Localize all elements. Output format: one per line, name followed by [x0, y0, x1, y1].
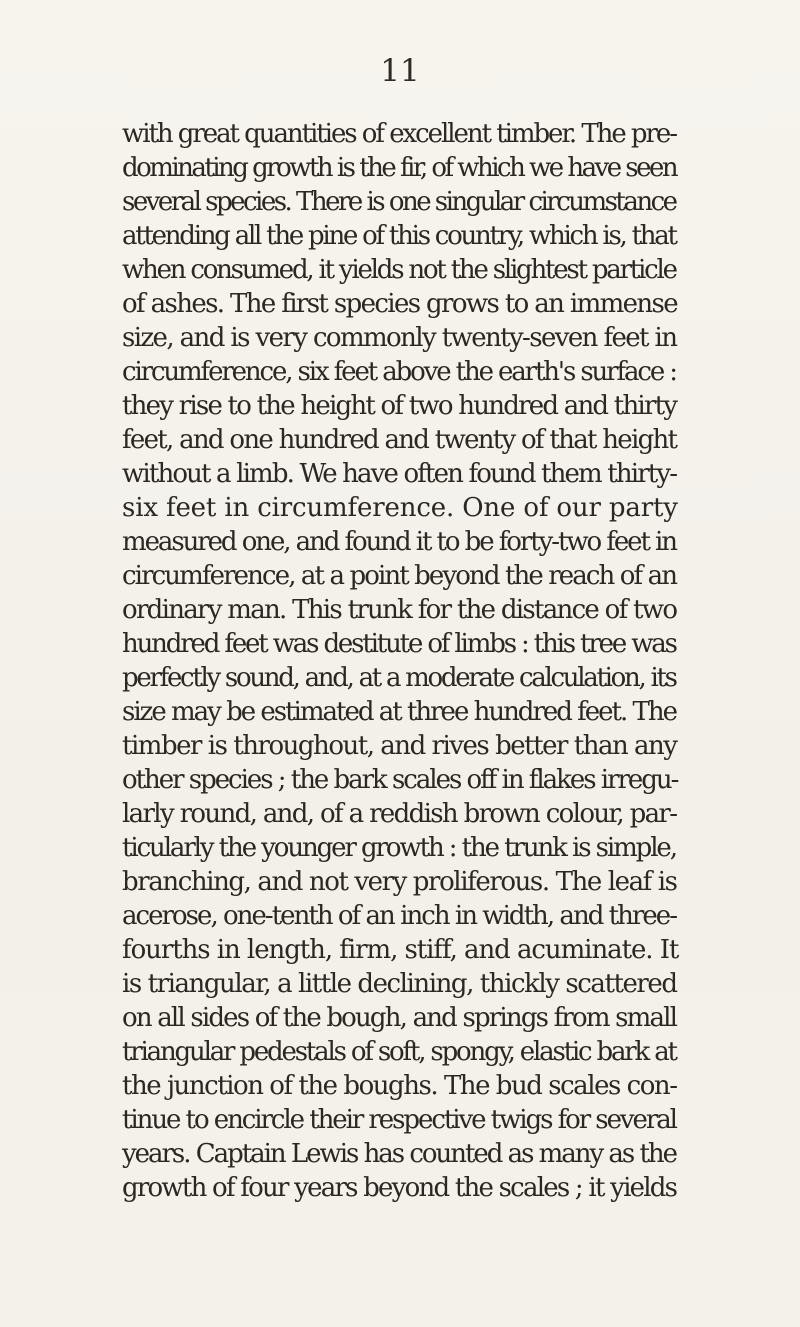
text-line: is triangular, a little declining, thickly scattered — [122, 969, 677, 999]
text-line: on all sides of the bough, and springs from small — [122, 1003, 677, 1033]
text-line: feet, and one hundred and twenty of that height — [122, 425, 677, 455]
text-line: timber is throughout, and rives better than any — [122, 731, 677, 761]
text-line: growth of four years beyond the scales ; it yields — [122, 1173, 677, 1203]
text-line: circumference, six feet above the earth's surface : — [122, 357, 676, 387]
text-line: years. Captain Lewis has counted as many as the — [122, 1139, 676, 1169]
text-line: without a limb. We have often found them thirty- — [122, 459, 677, 489]
text-line: measured one, and found it to be forty-two feet in — [122, 527, 676, 557]
text-line: tinue to encircle their respective twigs for several — [122, 1105, 676, 1135]
text-line: hundred feet was destitute of limbs : this tree was — [122, 629, 676, 659]
text-line: larly round, and, of a reddish brown colour, par- — [122, 799, 677, 829]
text-line: of ashes. The first species grows to an immense — [122, 289, 677, 319]
text-line: they rise to the height of two hundred and thirty — [122, 391, 677, 421]
text-line: six feet in circumference. One of our party — [122, 493, 678, 523]
text-line: the junction of the boughs. The bud scales con- — [122, 1071, 677, 1101]
text-line: ticularly the younger growth : the trunk is simple, — [122, 833, 676, 863]
text-line: size may be estimated at three hundred feet. The — [122, 697, 676, 727]
text-line: branching, and not very proliferous. The leaf is — [122, 867, 677, 897]
text-line: other species ; the bark scales off in flakes irregu- — [122, 765, 678, 795]
text-line: ordinary man. This trunk for the distance of two — [122, 595, 677, 625]
text-line: dominating growth is the fir, of which we have seen — [122, 153, 677, 183]
text-line: size, and is very commonly twenty-seven feet in — [122, 323, 677, 353]
text-line: perfectly sound, and, at a moderate calculation, its — [122, 663, 676, 693]
text-line: several species. There is one singular circumstance — [122, 187, 676, 217]
text-line: acerose, one-tenth of an inch in width, and three- — [122, 901, 677, 931]
text-line: with great quantities of excellent timber. The pre- — [122, 119, 676, 149]
page-number: 11 — [380, 53, 420, 89]
text-line: circumference, at a point beyond the reach of an — [122, 561, 677, 591]
text-line: triangular pedestals of soft, spongy, elastic bark at — [122, 1037, 676, 1067]
text-line: attending all the pine of this country, which is, that — [122, 221, 676, 251]
text-line: fourths in length, firm, stiff, and acuminate. It — [122, 935, 679, 965]
text-line: when consumed, it yields not the slightest particle — [122, 255, 676, 285]
